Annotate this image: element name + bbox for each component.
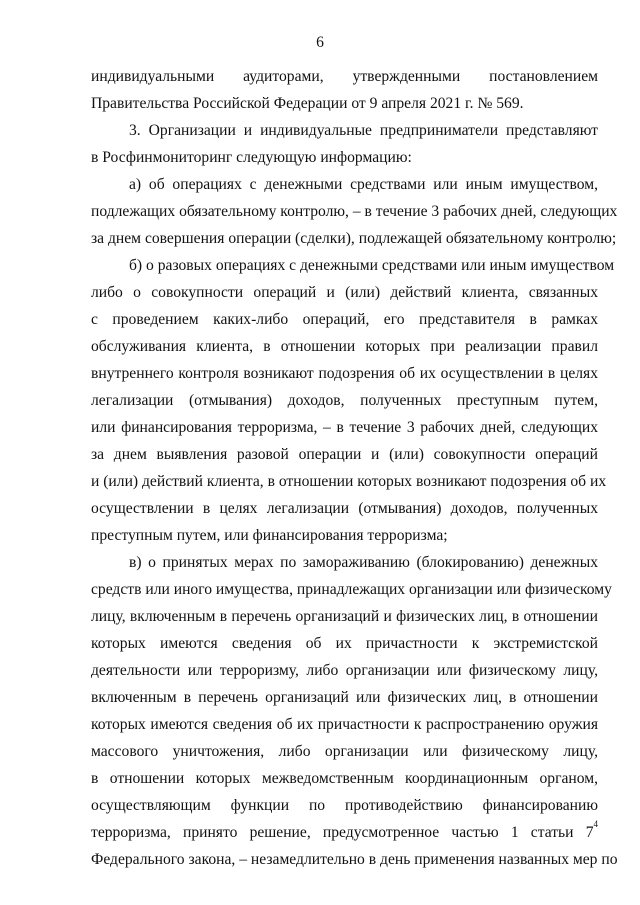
text-line: индивидуальными аудиторами, утвержденными постановлением [91, 68, 598, 85]
subparagraph-v-first-line: в) о принятых мерах по замораживанию (блокированию) денежных [129, 554, 598, 571]
text-line: преступным путем, или финансирования терроризма; [91, 527, 448, 544]
text-line: которых имеются сведения об их причастности к распространению оружия [91, 716, 598, 733]
text-line: лицу, включенным в перечень организаций и физических лиц, в отношении [91, 608, 598, 625]
text-line: в отношении которых межведомственным координационным органом, [91, 770, 598, 787]
page-number: 6 [316, 34, 324, 51]
subparagraph-b-first-line: б) о разовых операциях с денежными средствами или иным имуществом [129, 257, 615, 274]
text-line: внутреннего контроля возникают подозрения об их осуществлении в целях [91, 365, 598, 382]
text-line: обслуживания клиента, в отношении которых при реализации правил [91, 338, 598, 355]
article-superscript: 4 [593, 819, 598, 829]
text-line: Федерального закона, – незамедлительно в день применения названных мер по [91, 851, 618, 868]
text-line: Правительства Российской Федерации от 9 апреля 2021 г. № 569. [91, 95, 524, 112]
text-line: которых имеются сведения об их причастности к экстремистской [91, 635, 598, 652]
text-line: средств или иного имущества, принадлежащих организации или физическому [91, 581, 612, 598]
text-line: за днем совершения операции (сделки), подлежащей обязательному контролю; [91, 230, 617, 247]
text-line: и (или) действий клиента, в отношении которых возникают подозрения об их [91, 473, 607, 490]
text-line: включенным в перечень организаций или физических лиц, в отношении [91, 689, 598, 706]
text-line: осуществлении в целях легализации (отмывания) доходов, полученных [91, 500, 598, 517]
text-line: за днем выявления разовой операции и (или) совокупности операций [91, 446, 598, 463]
text-line-main: терроризма, принято решение, предусмотренное частью 1 статьи 7 [91, 824, 594, 841]
text-line: деятельности или терроризму, либо организации или физическому лицу, [91, 662, 598, 679]
text-line: с проведением каких-либо операций, его представителя в рамках [91, 311, 598, 328]
text-line: массового уничтожения, либо организации или физическому лицу, [91, 743, 598, 760]
subparagraph-a-first-line: а) об операциях с денежными средствами или иным имуществом, [129, 176, 598, 193]
text-line-with-superscript [91, 820, 598, 846]
paragraph-3-first-line: 3. Организации и индивидуальные предприниматели представляют [129, 122, 598, 139]
text-line: осуществляющим функции по противодействию финансированию [91, 797, 598, 814]
text-line: легализации (отмывания) доходов, полученных преступным путем, [91, 392, 598, 409]
text-line: либо о совокупности операций и (или) действий клиента, связанных [91, 284, 598, 301]
text-line: в Росфинмониторинг следующую информацию: [91, 149, 412, 166]
text-line: или финансирования терроризма, – в течение 3 рабочих дней, следующих [91, 419, 598, 436]
text-line: подлежащих обязательному контролю, – в течение 3 рабочих дней, следующих [91, 203, 618, 220]
